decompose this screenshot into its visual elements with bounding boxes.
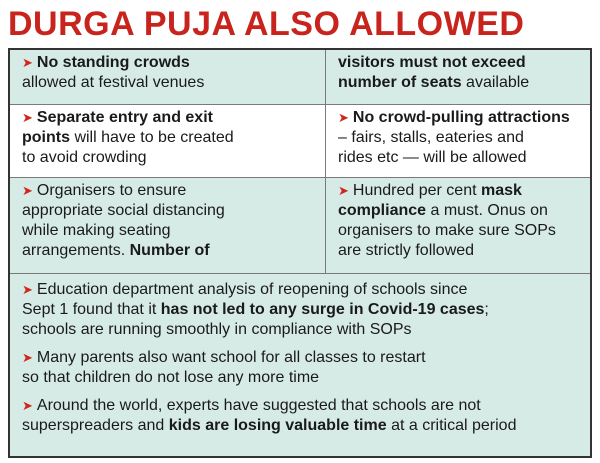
bullet-item: ➤ Education department analysis of reopening of schools since Sept 1 found that it has not led to any surge in Covid-19 cases; schools are running smoothly in compliance with SOPs xyxy=(22,281,489,338)
bullet-item: ➤ Around the world, experts have suggested that schools are not superspreaders and kids are losing valuable time at a critical period xyxy=(22,397,517,434)
r1-right-cell: visitors must not exceed number of seats available xyxy=(326,50,590,104)
row-divider xyxy=(10,104,590,105)
arrow-icon: ➤ xyxy=(22,55,33,70)
page-title: DURGA PUJA ALSO ALLOWED xyxy=(8,5,525,43)
r3-right-cell: ➤ Hundred per cent mask compliance a must. Onus on organisers to make sure SOPs are strictly followed xyxy=(326,178,590,273)
r2-right-cell: ➤ No crowd-pulling attractions – fairs, stalls, eateries and rides etc — will be allowed xyxy=(326,105,590,177)
arrow-icon: ➤ xyxy=(22,183,33,198)
arrow-icon: ➤ xyxy=(338,110,349,125)
arrow-icon: ➤ xyxy=(338,183,349,198)
column-divider xyxy=(325,50,326,274)
arrow-icon: ➤ xyxy=(22,110,33,125)
r1-left-cell: ➤ No standing crowds allowed at festival venues xyxy=(10,50,325,104)
bullet-item: ➤ Many parents also want school for all classes to restart so that children do not lose any more time xyxy=(22,349,426,386)
row-divider xyxy=(10,177,590,178)
row-divider xyxy=(10,273,590,274)
content-box xyxy=(8,48,592,458)
r3-left-cell: ➤ Organisers to ensure appropriate social distancing while making seating arrangements. Number of xyxy=(10,178,325,273)
arrow-icon: ➤ xyxy=(22,398,33,413)
r2-left-cell: ➤ Separate entry and exit points will have to be created to avoid crowding xyxy=(10,105,325,177)
arrow-icon: ➤ xyxy=(22,350,33,365)
arrow-icon: ➤ xyxy=(22,282,33,297)
bullet-section xyxy=(10,274,590,456)
